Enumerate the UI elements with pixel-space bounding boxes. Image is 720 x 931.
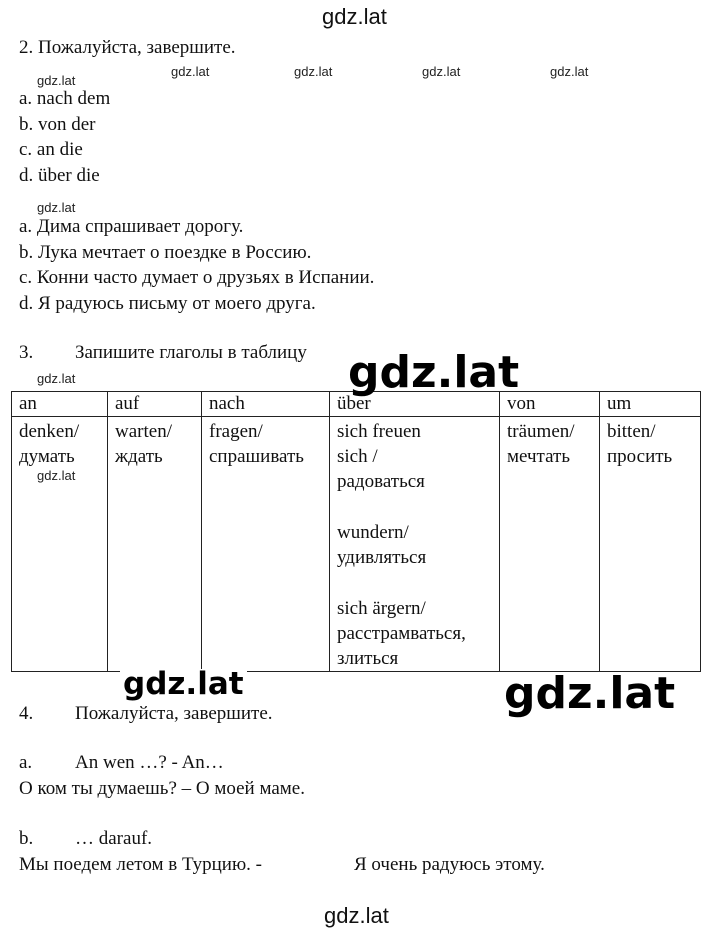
section4-number: 4. (19, 703, 34, 724)
section4-a-letter: a. (19, 752, 33, 773)
cell-text: злиться (337, 648, 399, 669)
cell-text: думать (19, 446, 75, 467)
watermark-small: gdz.lat (37, 468, 76, 483)
header-um: um (600, 392, 701, 417)
cell-text: ждать (115, 446, 163, 467)
cell-text: радоваться (337, 471, 425, 492)
cell-text: bitten/ (607, 421, 656, 442)
watermark-small: gdz.lat (37, 371, 76, 386)
translation-a: a. Дима спрашивает дорогу. (19, 216, 244, 237)
cell-auf (108, 417, 202, 672)
header-ueber: über (330, 392, 500, 417)
verbs-table (11, 391, 701, 672)
cell-text: расстрамваться, (337, 623, 466, 644)
section4-a-russian: О ком ты думаешь? – О моей маме. (19, 778, 305, 799)
header-von: von (500, 392, 600, 417)
cell-ueber (330, 417, 500, 672)
watermark-small: gdz.lat (37, 200, 76, 215)
watermark-small: gdz.lat (550, 64, 589, 79)
cell-text: warten/ (115, 421, 172, 442)
section3-heading: Запишите глаголы в таблицу (75, 342, 307, 363)
watermark-big-right: gdz.lat (500, 672, 679, 716)
section2-item-c: c. an die (19, 139, 83, 160)
watermark-bottom: gdz.lat (324, 903, 389, 928)
cell-von (500, 417, 600, 672)
watermark-big-center: gdz.lat (348, 347, 520, 398)
section2-heading: 2. Пожалуйста, завершите. (19, 37, 236, 58)
section4-b-letter: b. (19, 828, 34, 849)
section4-b-russian-1: Мы поедем летом в Турцию. - (19, 854, 262, 875)
cell-text: удивляться (337, 547, 427, 568)
header-an: an (12, 392, 108, 417)
watermark-small: gdz.lat (294, 64, 333, 79)
section4-a-german: An wen …? - An… (75, 752, 224, 773)
cell-an (12, 417, 108, 672)
section4-b-german: … darauf. (75, 828, 153, 849)
header-auf: auf (108, 392, 202, 417)
section2-item-b: b. von der (19, 114, 96, 135)
translation-c: c. Конни часто думает о друзьях в Испании. (19, 267, 375, 288)
section3-number: 3. (19, 342, 34, 363)
cell-um (600, 417, 701, 672)
watermark-big-left: gdz.lat (120, 669, 247, 700)
cell-nach (202, 417, 330, 672)
cell-text: мечтать (507, 446, 570, 467)
cell-text: wundern/ (337, 522, 409, 543)
watermark-small: gdz.lat (171, 64, 210, 79)
section4-b-russian-2: Я очень радуюсь этому. (354, 854, 545, 875)
cell-text: fragen/ (209, 421, 263, 442)
table-row (12, 417, 701, 672)
section4-heading: Пожалуйста, завершите. (75, 703, 273, 724)
cell-text: sich ärgern/ (337, 598, 426, 619)
watermark-top: gdz.lat (322, 4, 387, 29)
cell-text: sich / (337, 446, 378, 467)
cell-text: träumen/ (507, 421, 575, 442)
section2-item-d: d. über die (19, 165, 100, 186)
translation-b: b. Лука мечтает о поездке в Россию. (19, 242, 312, 263)
watermark-small: gdz.lat (37, 73, 76, 88)
watermark-small: gdz.lat (422, 64, 461, 79)
cell-text: sich freuen (337, 421, 421, 442)
cell-text: спрашивать (209, 446, 304, 467)
cell-text: просить (607, 446, 673, 467)
header-nach: nach (202, 392, 330, 417)
cell-text: denken/ (19, 421, 80, 442)
translation-d: d. Я радуюсь письму от моего друга. (19, 293, 316, 314)
section2-item-a: a. nach dem (19, 88, 111, 109)
